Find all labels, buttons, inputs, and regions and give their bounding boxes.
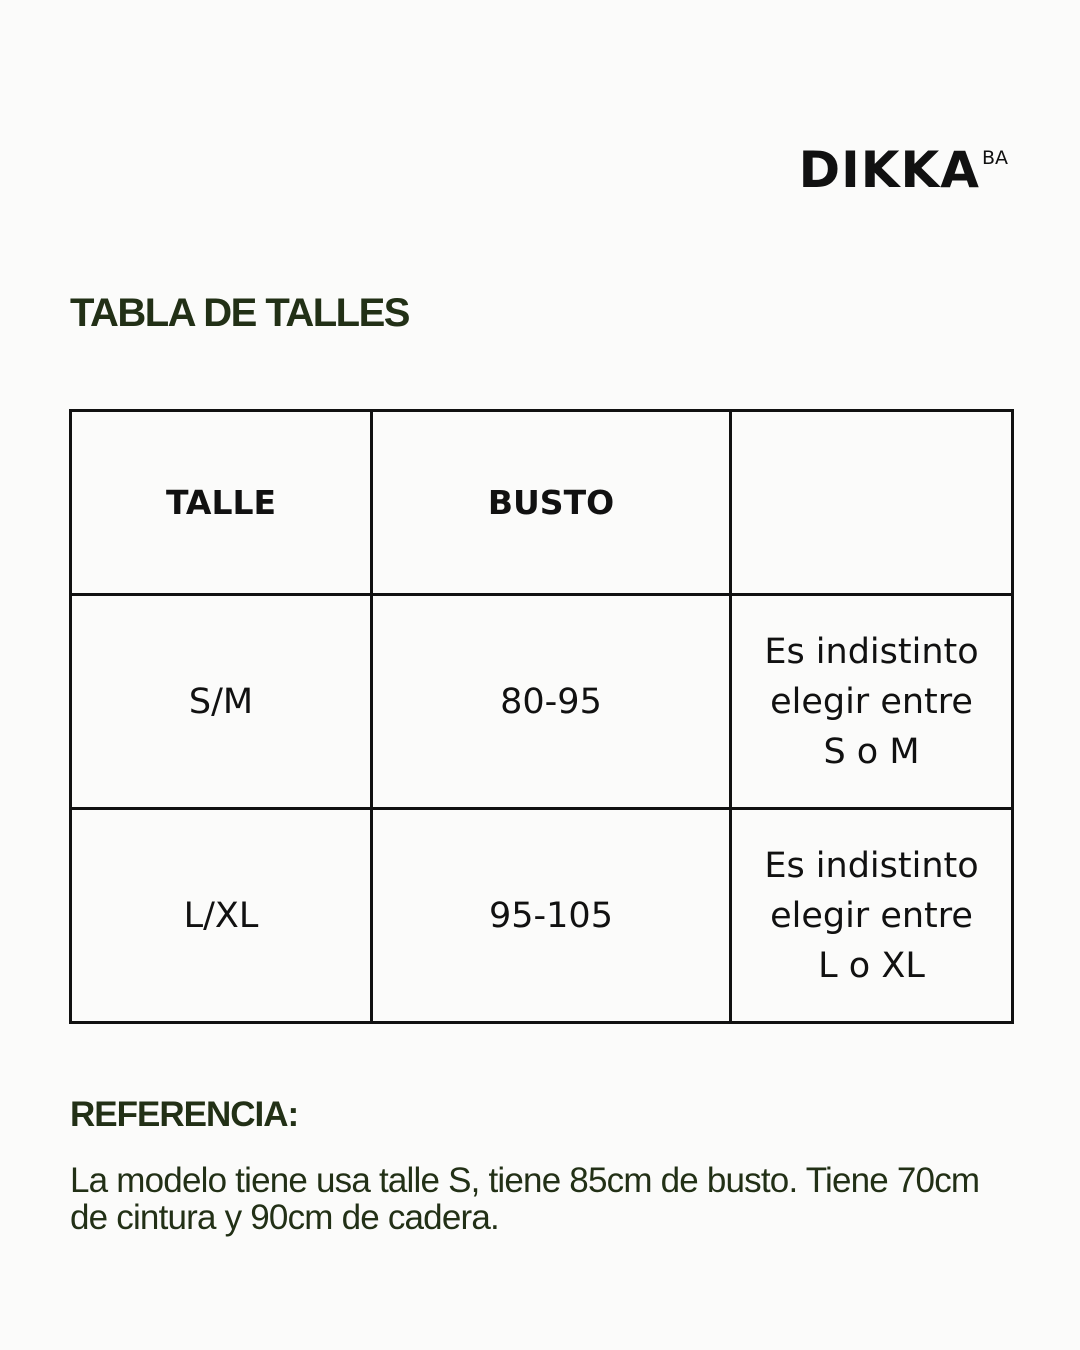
cell-busto: 95-105 — [372, 809, 731, 1023]
note-line: Es indistinto — [764, 845, 979, 886]
header-talle: TALLE — [71, 411, 372, 595]
cell-talle: S/M — [71, 595, 372, 809]
note-line: elegir entre — [770, 895, 973, 936]
table-row — [71, 809, 1013, 1023]
cell-note — [731, 595, 1013, 809]
note-line: S o M — [823, 731, 920, 772]
size-table — [69, 409, 1014, 1024]
page-title: TABLA DE TALLES — [70, 291, 409, 335]
brand-logo — [799, 140, 1008, 200]
header-note — [731, 411, 1013, 595]
header-busto: BUSTO — [372, 411, 731, 595]
cell-talle: L/XL — [71, 809, 372, 1023]
note-line: Es indistinto — [764, 631, 979, 672]
brand-name: DIKKA — [798, 141, 980, 199]
brand-superscript: BA — [981, 147, 1008, 169]
reference-text: La modelo tiene usa talle S, tiene 85cm de busto. Tiene 70cm de cintura y 90cm de cadera. — [70, 1161, 980, 1237]
reference-title: REFERENCIA: — [70, 1095, 299, 1134]
table-header-row — [71, 411, 1013, 595]
cell-note — [731, 809, 1013, 1023]
note-line: elegir entre — [770, 681, 973, 722]
table-row — [71, 595, 1013, 809]
cell-busto: 80-95 — [372, 595, 731, 809]
note-line: L o XL — [818, 945, 925, 986]
